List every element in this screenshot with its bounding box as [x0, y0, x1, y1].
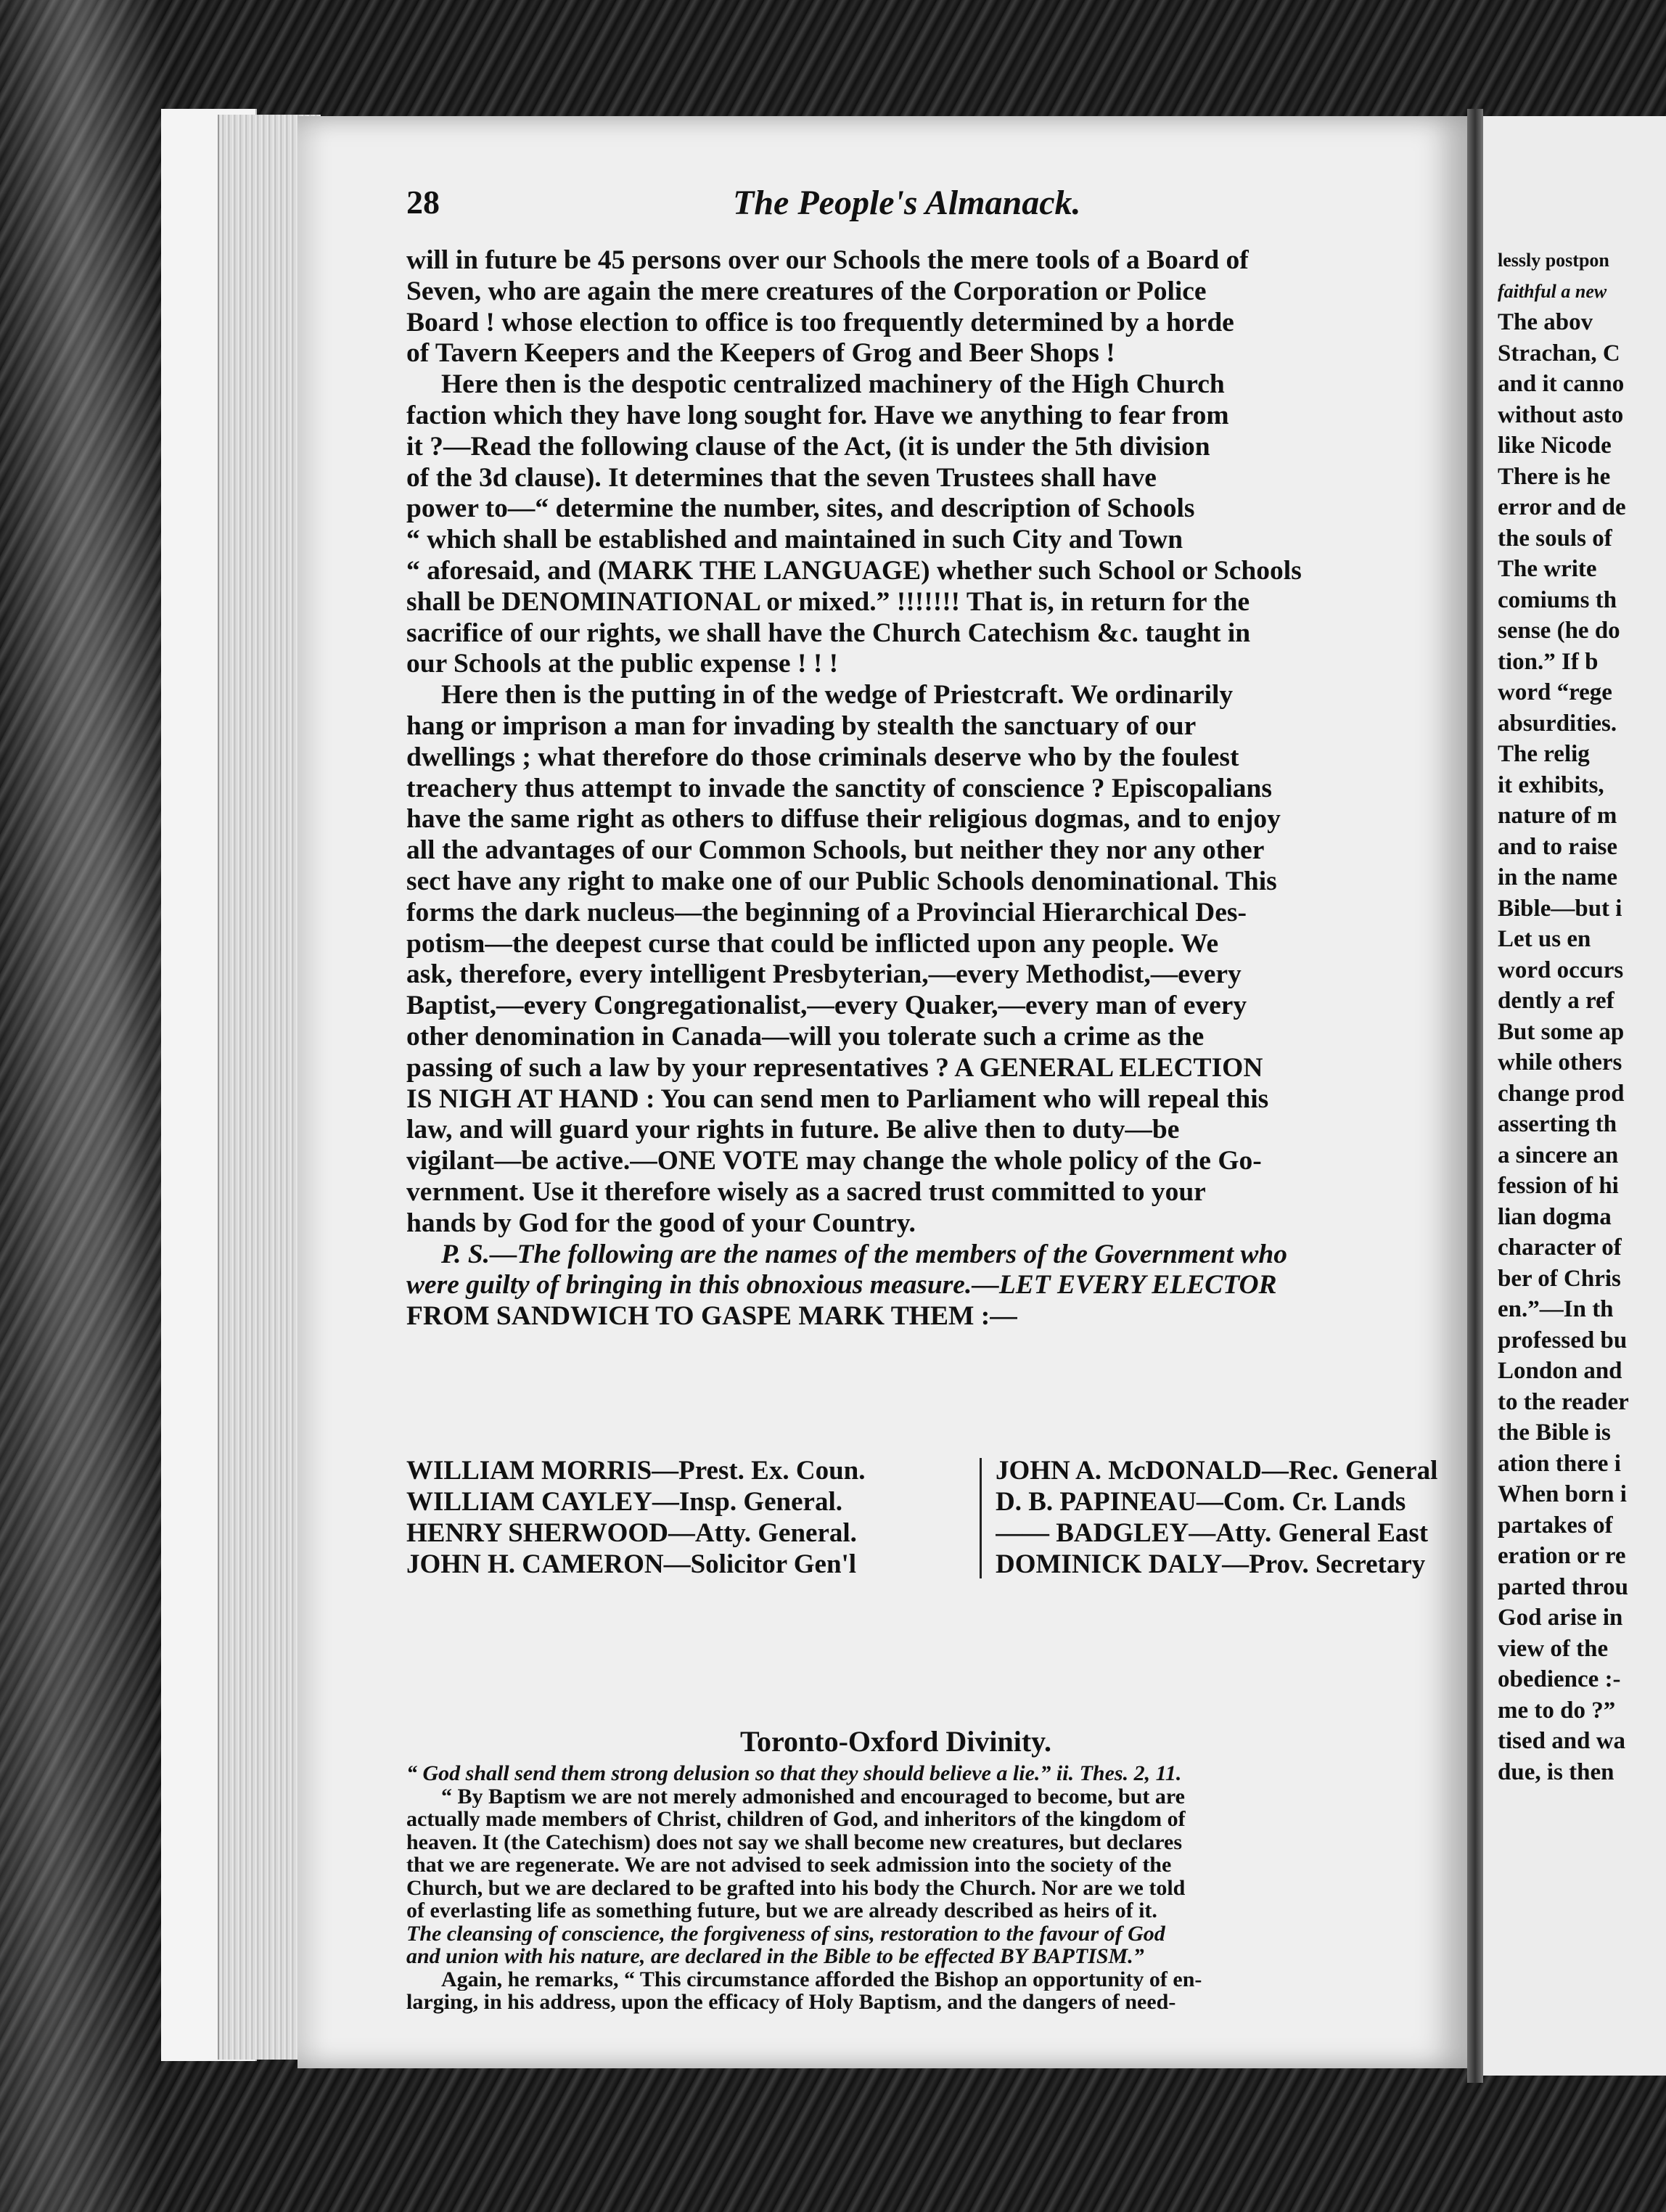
- member-entry: JOHN A. McDONALD—Rec. General: [996, 1456, 1438, 1486]
- right-line: dently a ref: [1498, 988, 1614, 1014]
- right-line: tion.” If b: [1498, 648, 1599, 675]
- body-line: our Schools at the public expense ! ! !: [406, 649, 839, 679]
- right-line: like Nicode: [1498, 433, 1612, 459]
- right-page-text: [1498, 245, 1666, 1787]
- right-page-fragment: [1483, 116, 1666, 2076]
- member-entry: —— BADGLEY—Atty. General East: [996, 1518, 1429, 1548]
- right-line: and to raise: [1498, 833, 1617, 860]
- members-right-column: [996, 1455, 1467, 1580]
- body-line: hang or imprison a man for invading by stealth the sanctuary of our: [406, 710, 1197, 741]
- body-line: vigilant—be active.—ONE VOTE may change the whole policy of the Go-: [406, 1146, 1262, 1176]
- right-line: the souls of: [1498, 525, 1612, 552]
- right-line: partakes of: [1498, 1512, 1613, 1539]
- body-line: Here then is the putting in of the wedge of Priestcraft. We ordinarily: [441, 680, 1234, 710]
- body-line: “ aforesaid, and (MARK THE LANGUAGE) whether such School or Schools: [406, 555, 1302, 586]
- right-line: eration or re: [1498, 1543, 1626, 1569]
- body-line: law, and will guard your rights in future. Be alive then to duty—be: [406, 1115, 1180, 1145]
- right-line: The abov: [1498, 309, 1593, 335]
- right-line: a sincere an: [1498, 1142, 1619, 1168]
- right-line: word occurs: [1498, 957, 1624, 983]
- section-line: that we are regenerate. We are not advised to seek admission into the society of the: [406, 1853, 1172, 1877]
- section-body: [406, 1762, 1467, 2014]
- right-line: in the name: [1498, 864, 1617, 890]
- section-line: The cleansing of conscience, the forgiveness of sins, restoration to the favour of God: [406, 1922, 1165, 1945]
- right-line: comiums th: [1498, 586, 1617, 613]
- body-line: forms the dark nucleus—the beginning of a Provincial Hierarchical Des-: [406, 897, 1247, 927]
- right-line: obedience :-: [1498, 1666, 1621, 1692]
- right-line: asserting th: [1498, 1111, 1617, 1137]
- right-line: When born i: [1498, 1481, 1627, 1507]
- right-line: without asto: [1498, 401, 1624, 428]
- right-line: it exhibits,: [1498, 771, 1604, 798]
- right-line: ation there i: [1498, 1450, 1621, 1477]
- right-line: Bible—but i: [1498, 895, 1622, 922]
- member-entry: DOMINICK DALY—Prov. Secretary: [996, 1549, 1426, 1579]
- right-line: change prod: [1498, 1080, 1625, 1107]
- marbled-endpaper: [0, 0, 189, 2212]
- right-line: sense (he do: [1498, 618, 1620, 644]
- right-line: fession of hi: [1498, 1173, 1619, 1199]
- body-line: were guilty of bringing in this obnoxious measure.—LET EVERY ELECTOR: [406, 1270, 1277, 1300]
- body-line: “ which shall be established and maintained in such City and Town: [406, 525, 1183, 555]
- right-line: parted throu: [1498, 1573, 1628, 1600]
- right-line: The write: [1498, 556, 1597, 582]
- right-line: to the reader: [1498, 1388, 1629, 1415]
- members-left-column: [406, 1455, 965, 1580]
- body-line: potism—the deepest curse that could be inflicted upon any people. We: [406, 928, 1219, 959]
- body-line: Baptist,—every Congregationalist,—every Quaker,—every man of every: [406, 991, 1247, 1021]
- member-entry: JOHN H. CAMERON—Solicitor Gen'l: [406, 1549, 857, 1579]
- body-line: have the same right as others to diffuse their religious dogmas, and to enjoy: [406, 804, 1281, 835]
- body-line: IS NIGH AT HAND : You can send men to Parliament who will repeal this: [406, 1084, 1269, 1114]
- body-line: hands by God for the good of your Country.: [406, 1208, 916, 1238]
- body-line: sect have any right to make one of our Public Schools denominational. This: [406, 866, 1277, 896]
- running-head: [406, 183, 1466, 234]
- section-line: and union with his nature, are declared in the Bible to be effected BY BAPTISM.”: [406, 1945, 1144, 1968]
- body-line: shall be DENOMINATIONAL or mixed.” !!!!!!! That is, in return for the: [406, 586, 1250, 617]
- right-line: ber of Chris: [1498, 1265, 1621, 1292]
- body-line: Seven, who are again the mere creatures of the Corporation or Police: [406, 276, 1207, 306]
- column-divider: [980, 1458, 982, 1578]
- right-line: lian dogma: [1498, 1203, 1612, 1230]
- right-line: while others: [1498, 1049, 1622, 1076]
- body-line: faction which they have long sought for. Have we anything to fear from: [406, 400, 1229, 430]
- body-line: all the advantages of our Common Schools, but neither they nor any other: [406, 835, 1265, 866]
- section-line: Again, he remarks, “ This circumstance afforded the Bishop an opportunity of en-: [441, 1967, 1202, 1991]
- body-line: sacrifice of our rights, we shall have the Church Catechism &c. taught in: [406, 618, 1251, 648]
- right-line: But some ap: [1498, 1018, 1625, 1045]
- body-line: power to—“ determine the number, sites, and description of Schools: [406, 493, 1195, 524]
- right-line: nature of m: [1498, 803, 1617, 829]
- body-line: of the 3d clause). It determines that the seven Trustees shall have: [406, 462, 1157, 493]
- right-line: There is he: [1498, 463, 1611, 490]
- article-body: [406, 245, 1467, 1332]
- right-line: view of the: [1498, 1635, 1609, 1662]
- member-entry: WILLIAM CAYLEY—Insp. General.: [406, 1487, 842, 1517]
- right-line: The relig: [1498, 741, 1590, 767]
- body-line: Board ! whose election to office is too frequently determined by a horde: [406, 307, 1234, 337]
- right-line: tised and wa: [1498, 1728, 1626, 1754]
- member-entry: D. B. PAPINEAU—Com. Cr. Lands: [996, 1487, 1406, 1517]
- right-line: London and: [1498, 1358, 1622, 1384]
- right-line: faithful a new: [1498, 280, 1607, 302]
- section-heading: Toronto-Oxford Divinity.: [740, 1725, 1051, 1758]
- right-line: lessly postpon: [1498, 250, 1609, 271]
- section-line: “ By Baptism we are not merely admonished and encouraged to become, but are: [441, 1785, 1185, 1808]
- member-entry: HENRY SHERWOOD—Atty. General.: [406, 1518, 857, 1548]
- body-line: vernment. Use it therefore wisely as a sacred trust committed to your: [406, 1176, 1206, 1207]
- body-line: will in future be 45 persons over our Schools the mere tools of a Board of: [406, 245, 1249, 275]
- section-line: actually made members of Christ, children of God, and inheritors of the kingdom of: [406, 1808, 1186, 1831]
- right-line: the Bible is: [1498, 1420, 1611, 1446]
- body-line: treachery thus attempt to invade the sanctity of conscience ? Episcopalians: [406, 773, 1272, 803]
- body-line: ask, therefore, every intelligent Presbyterian,—every Methodist,—every: [406, 959, 1242, 990]
- right-line: me to do ?”: [1498, 1697, 1616, 1724]
- epigraph-line: “ God shall send them strong delusion so that they should believe a lie.” ii. Thes. 2, 11.: [406, 1762, 1182, 1785]
- right-line: error and de: [1498, 494, 1626, 520]
- government-members-list: [406, 1455, 1467, 1580]
- right-line: absurdities.: [1498, 710, 1617, 737]
- right-line: Let us en: [1498, 926, 1591, 952]
- right-line: word “rege: [1498, 679, 1612, 705]
- right-line: God arise in: [1498, 1605, 1623, 1631]
- section-line: of everlasting life as something future, but we are already described as heirs of it.: [406, 1899, 1157, 1922]
- body-line: it ?—Read the following clause of the Act, (it is under the 5th division: [406, 431, 1210, 462]
- body-line: of Tavern Keepers and the Keepers of Grog and Beer Shops !: [406, 338, 1115, 369]
- right-line: en.”—In th: [1498, 1296, 1614, 1322]
- right-line: due, is then: [1498, 1758, 1614, 1785]
- right-line: character of: [1498, 1234, 1622, 1261]
- book-gutter: [1467, 109, 1483, 2083]
- body-line: other denomination in Canada—will you tolerate such a crime as the: [406, 1021, 1205, 1052]
- right-line: and it canno: [1498, 371, 1625, 397]
- body-line: FROM SANDWICH TO GASPE MARK THEM :—: [406, 1301, 1017, 1332]
- right-line: professed bu: [1498, 1327, 1628, 1353]
- running-title: The People's Almanack.: [733, 184, 1081, 222]
- body-line: dwellings ; what therefore do those criminals deserve who by the foulest: [406, 742, 1239, 772]
- section-line: larging, in his address, upon the efficacy of Holy Baptism, and the dangers of need-: [406, 1991, 1176, 2014]
- section-line: heaven. It (the Catechism) does not say we shall become new creatures, but declares: [406, 1830, 1183, 1853]
- page-number: 28: [406, 184, 440, 221]
- section-line: Church, but we are declared to be grafted into his body the Church. Nor are we told: [406, 1876, 1186, 1899]
- body-line: passing of such a law by your representatives ? A GENERAL ELECTION: [406, 1052, 1263, 1083]
- left-page: [298, 116, 1467, 2068]
- body-line: P. S.—The following are the names of the members of the Government who: [441, 1239, 1288, 1269]
- member-entry: WILLIAM MORRIS—Prest. Ex. Coun.: [406, 1456, 866, 1486]
- right-line: Strachan, C: [1498, 340, 1620, 366]
- body-line: Here then is the despotic centralized machinery of the High Church: [441, 369, 1225, 400]
